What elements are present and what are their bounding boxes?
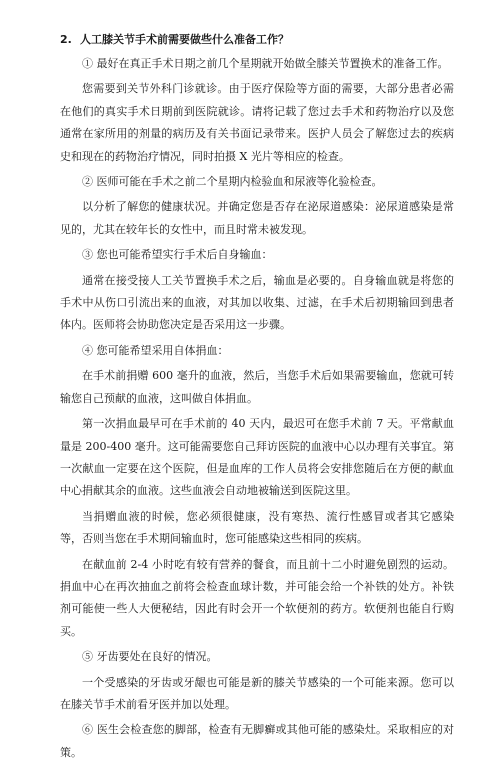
paragraph-7: ④ 您可能希望采用自体捐血： [82, 343, 229, 357]
paragraph-12: ⑤ 牙齿要处在良好的情况。 [82, 650, 218, 664]
paragraph-6: 通常在接受接人工关节置换手术之后，输血是必要的。自身输血就是将您的手术中从伤口引流出来的血液，对其加以收集、过滤，在手术后初期输回到患者体内。医师将会协助您决定是否采用这一步骤。 [60, 273, 454, 332]
paragraph-10: 当捐赠血液的时候，您必须很健康，没有寒热、流行性感冒或者其它感染等，否则当您在手术期间输血时，您可能感染这些相同的疾病。 [60, 509, 454, 546]
paragraph-1: ① 最好在真正手术日期之前几个星期就开始做全膝关节置换术的准备工作。 [82, 57, 449, 70]
paragraph-4: 以分析了解您的健康状况。并确定您是否存在泌尿道感染：泌尿道感染是常见的，尤其在较年长的女性中，而且时常未被发现。 [60, 200, 454, 236]
paragraph-11: 在献血前 2-4 小时吃有较有营养的餐食，而且前十二小时避免剧烈的运动。捐血中心在再次抽血之前将会检查血球计数，并可能会给一个补铁的处方。补铁剂可能使一些人大便秘结，因此有时会开一个软便剂的药方。软便剂也能自行购买。 [60, 557, 454, 638]
paragraph-9: 第一次捐血最早可在手术前的 40 天内，最迟可在您手术前 7 天。平常献血量是 200-400 毫升。这可能需要您自己拜访医院的血液中心以办理有关事宜。第一次献血一定要在这个医院，但是血库的工作人员将会安排您随后在方便的献血中心捐献其余的血液。这些血液会自动地被输送到医院这里。 [60, 417, 454, 498]
section-number: 2. [60, 33, 72, 46]
paragraph-2: 您需要到关节外科门诊就诊。由于医疗保险等方面的需要，大部分患者必需在他们的真实手术日期前到医院就诊。请将记载了您过去手术和药物治疗以及您通常在家所用的剂量的病历及有关书面记录带来。医护人员会了解您过去的疾病史和现在的药物治疗情况，同时拍摄 X 光片等相应的检查。 [60, 82, 454, 163]
section-title: 人工膝关节手术前需要做些什么准备工作？ [80, 33, 289, 46]
paragraph-13: 一个受感染的牙齿或牙龈也可能是新的膝关节感染的一个可能来源。您可以在膝关节手术前看牙医并加以处理。 [60, 675, 454, 711]
section-heading [60, 31, 454, 49]
paragraph-8: 在手术前捐赠 600 毫升的血液，然后，当您手术后如果需要输血，您就可转输您自己预献的血液，这叫做自体捐血。 [60, 369, 454, 405]
paragraph-14: ⑥ 医生会检查您的脚部，检查有无脚癣或其他可能的感染灶。采取相应的对策。 [60, 723, 454, 759]
paragraph-5: ③ 您也可能希望实行手术后自身输血： [82, 248, 273, 262]
paragraph-3: ② 医师可能在手术之前二个星期内检验血和尿液等化验检查。 [82, 175, 383, 189]
